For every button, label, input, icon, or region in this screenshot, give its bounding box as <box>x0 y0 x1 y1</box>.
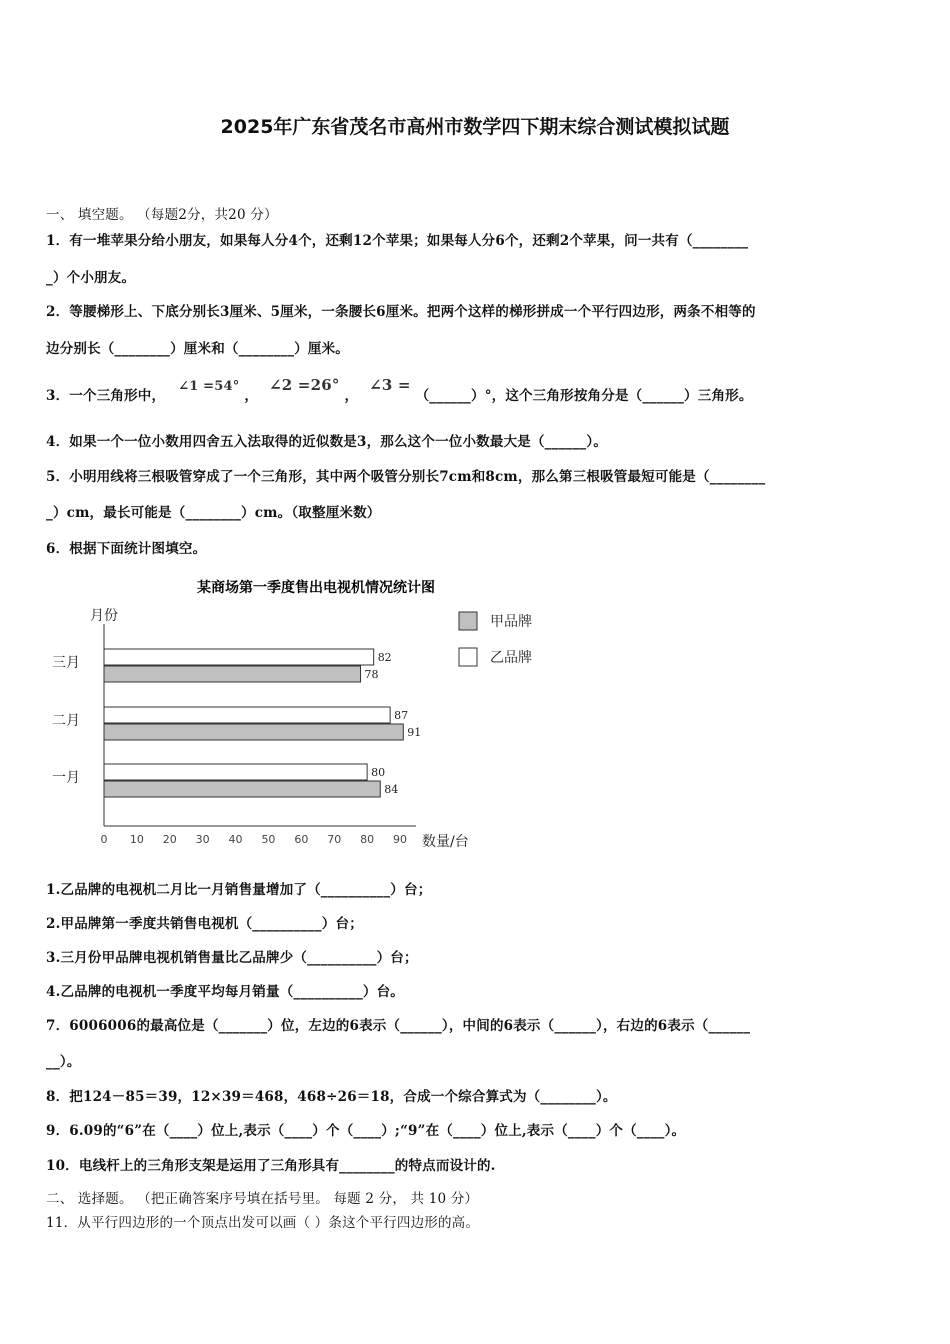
bar-chart <box>40 570 560 860</box>
question-10: 10．电线杆上的三角形支架是运用了三角形具有________的特点而设计的. <box>46 1158 496 1174</box>
question-3-text-b: （______）°，这个三角形按角分是（______）三角形。 <box>415 388 753 404</box>
question-7-line-1: 7．6006006的最高位是（_______）位，左边的6表示（______），中间的6表示（______），右边的6表示（______ <box>46 1018 751 1034</box>
chart-title: 某商场第一季度售出电视机情况统计图 <box>197 580 435 596</box>
bar-乙品牌 <box>104 649 374 665</box>
question-5-line-1: 5．小明用线将三根吸管穿成了一个三角形，其中两个吸管分别长7cm和8cm，那么第三根吸管最短可能是（________ <box>46 469 766 485</box>
question-4: 4．如果一个一位小数用四舍五入法取得的近似数是3，那么这个一位小数最大是（______）。 <box>46 434 608 450</box>
angle-3: ∠3 = <box>369 376 411 394</box>
question-1-line-1: 1．有一堆苹果分给小朋友，如果每人分4个，还剩12个苹果；如果每人分6个，还剩2个苹果，问一共有（________ <box>46 233 749 249</box>
bar-value-label: 82 <box>377 651 392 664</box>
question-2-line-1: 2．等腰梯形上、下底分别长3厘米、5厘米，一条腰长6厘米。把两个这样的梯形拼成一个平行四边形，两条不相等的 <box>46 304 756 320</box>
bar-value-label: 87 <box>394 709 409 722</box>
question-3-text-a: 3．一个三角形中， <box>46 388 166 404</box>
bar-甲品牌 <box>104 781 380 797</box>
x-tick-label: 90 <box>393 833 407 846</box>
x-tick-label: 30 <box>195 833 210 846</box>
category-label: 三月 <box>52 655 80 671</box>
question-6-sub-4: 4.乙品牌的电视机一季度平均每月销量（__________）台。 <box>46 984 404 1000</box>
bar-value-label: 80 <box>371 766 386 779</box>
x-axis-label: 数量/台 <box>422 834 469 850</box>
question-8: 8．把124－85＝39，12×39＝468，468÷26＝18，合成一个综合算式为（________）。 <box>46 1089 617 1105</box>
legend-swatch <box>459 612 477 630</box>
category-label: 二月 <box>52 713 80 729</box>
question-6-sub-2: 2.甲品牌第一季度共销售电视机（__________）台； <box>46 916 363 932</box>
question-6-sub-3: 3.三月份甲品牌电视机销售量比乙品牌少（__________）台； <box>46 950 418 966</box>
question-6: 6．根据下面统计图填空。 <box>46 541 207 557</box>
x-tick-label: 80 <box>360 833 375 846</box>
x-tick-label: 50 <box>261 833 276 846</box>
question-5-line-2: _）cm，最长可能是（________）cm。（取整厘米数） <box>46 505 381 521</box>
category-label: 一月 <box>52 770 80 786</box>
x-tick-label: 40 <box>228 833 243 846</box>
x-tick-label: 0 <box>100 833 108 846</box>
question-3-sep-1: ， <box>244 388 259 404</box>
bar-value-label: 84 <box>384 783 399 796</box>
x-tick-label: 60 <box>294 833 309 846</box>
bar-value-label: 91 <box>407 726 422 739</box>
legend-swatch <box>459 648 477 666</box>
bar-乙品牌 <box>104 764 367 780</box>
bar-甲品牌 <box>104 666 361 682</box>
question-11: 11．从平行四边形的一个顶点出发可以画（ ）条这个平行四边形的高。 <box>46 1215 480 1231</box>
question-3 <box>46 376 906 404</box>
legend-label: 甲品牌 <box>490 614 532 630</box>
page-title: 2025年广东省茂名市高州市数学四下期末综合测试模拟试题 <box>220 116 730 138</box>
bar-乙品牌 <box>104 707 390 723</box>
section-heading-fill-in: 一、 填空题。 （每题2分，共20 分） <box>46 207 278 223</box>
question-2-line-2: 边分别长（________）厘米和（________）厘米。 <box>46 341 349 357</box>
x-tick-label: 10 <box>129 833 144 846</box>
angle-1: ∠1 =54° <box>178 379 240 394</box>
y-axis-label: 月份 <box>90 608 118 624</box>
legend-label: 乙品牌 <box>490 650 532 666</box>
x-tick-label: 70 <box>327 833 342 846</box>
question-1-line-2: _）个小朋友。 <box>46 270 136 286</box>
question-6-sub-1: 1.乙品牌的电视机二月比一月销售量增加了（__________）台； <box>46 882 432 898</box>
angle-2: ∠2 =26° <box>268 376 340 394</box>
bar-value-label: 78 <box>364 668 379 681</box>
bar-甲品牌 <box>104 724 403 740</box>
question-3-sep-2: ， <box>344 388 359 404</box>
question-7-line-2: __）。 <box>46 1054 81 1070</box>
section-heading-choice: 二、 选择题。 （把正确答案序号填在括号里。 每题 2 分， 共 10 分） <box>46 1191 479 1207</box>
question-9: 9．6.09的“6”在（____）位上,表示（____）个（____）;“9”在（____）位上,表示（____）个（____）。 <box>46 1123 686 1139</box>
x-tick-label: 20 <box>162 833 177 846</box>
